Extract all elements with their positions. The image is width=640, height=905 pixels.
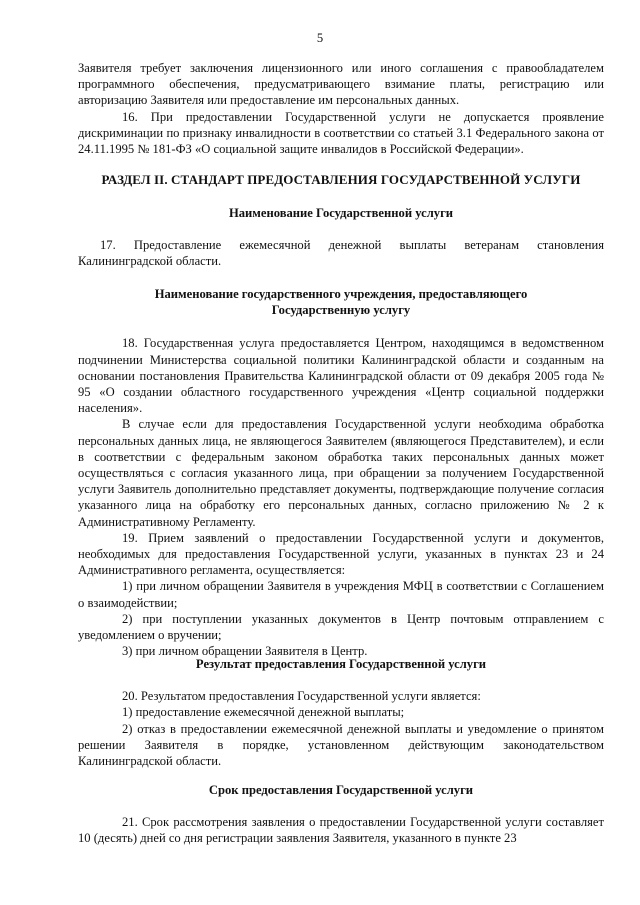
paragraph-20: 20. Результатом предоставления Государственной услуги является:	[122, 689, 481, 704]
service-name-heading: Наименование Государственной услуги	[228, 206, 454, 220]
term-heading: Срок предоставления Государственной услуги	[208, 783, 474, 797]
paragraph-19-item-1: 1) при личном обращении Заявителя в учреждения МФЦ в соответствии с Соглашением о взаимодействии;	[78, 579, 604, 610]
term-section	[78, 782, 604, 847]
paragraph-20-item-2: 2) отказ в предоставлении ежемесячной денежной выплаты и уведомление о принятом решении Заявителя в порядке, установленном действующим законодательством Калининградской области.	[78, 721, 604, 769]
result-heading: Результат предоставления Государственной услуги	[195, 657, 487, 671]
paragraph-18: 18. Государственная услуга предоставляется Центром, находящимся в ведомственном подчинении Министерства социальной политики Калининградской области и созданным на основании постановления Правительства Калининградской области от 09 декабря 2005 года № 95 «О создании областного государственного учреждения «Центр социальной поддержки населения».	[78, 336, 604, 416]
paragraph-19-item-2: 2) при поступлении указанных документов в Центр почтовым отправлением с уведомлением о вручении;	[78, 611, 604, 643]
paragraph-19-item-3: 3) при личном обращении Заявителя в Центр.	[122, 644, 368, 659]
section-2-title-block	[78, 172, 604, 188]
section-title: РАЗДЕЛ II. СТАНДАРТ ПРЕДОСТАВЛЕНИЯ ГОСУДАРСТВЕННОЙ УСЛУГИ	[101, 172, 581, 187]
agency-heading-line1: Наименование государственного учреждения, предоставляющего	[154, 287, 528, 301]
paragraph-16: 16. При предоставлении Государственной услуги не допускается проявление дискриминации по признаку инвалидности в соответствии со статьей 3.1 Федерального закона от 24.11.1995 № 181-ФЗ «О социальной защите инвалидов в Российской Федерации».	[78, 109, 604, 157]
intro-block	[78, 60, 604, 157]
agency-heading-line2: Государственную услугу	[271, 303, 411, 318]
paragraph-18-consent: В случае если для предоставления Государственной услуги необходима обработка персональных данных лица, не являющегося Заявителем (являющегося Представителем), и если в соответствии с федеральным законом обработка таких персональных данных может осуществляться с согласия указанного лица, при обращении за получением Государственной услуги Заявитель дополнительно представляет документы, подтверждающие получение согласия указанного лица на обработку его персональных данных, согласно приложению № 2 к Административному Регламенту.	[78, 417, 604, 529]
page-number: 5	[316, 31, 324, 45]
service-name-section	[78, 205, 604, 270]
paragraph-17: 17. Предоставление ежемесячной денежной выплаты ветеранам становления Калининградской области.	[78, 238, 604, 269]
paragraph-21: 21. Срок рассмотрения заявления о предоставлении Государственной услуги составляет 10 (десять) дней со дня регистрации заявления Заявителя, указанного в пункте 23	[78, 815, 604, 846]
paragraph-20-item-1: 1) предоставление ежемесячной денежной выплаты;	[122, 705, 405, 720]
intro-paragraph-continued: Заявителя требует заключения лицензионного или иного соглашения с правообладателем программного обеспечения, предусматривающего взимание платы, регистрацию или авторизацию Заявителя или предоставление им персональных данных.	[78, 61, 604, 108]
result-section	[78, 656, 604, 769]
agency-section	[78, 286, 604, 659]
paragraph-19: 19. Прием заявлений о предоставлении Государственной услуги и документов, необходимых для предоставления Государственной услуги, указанных в пунктах 23 и 24 Административного регламента, осуществляется:	[78, 530, 604, 578]
